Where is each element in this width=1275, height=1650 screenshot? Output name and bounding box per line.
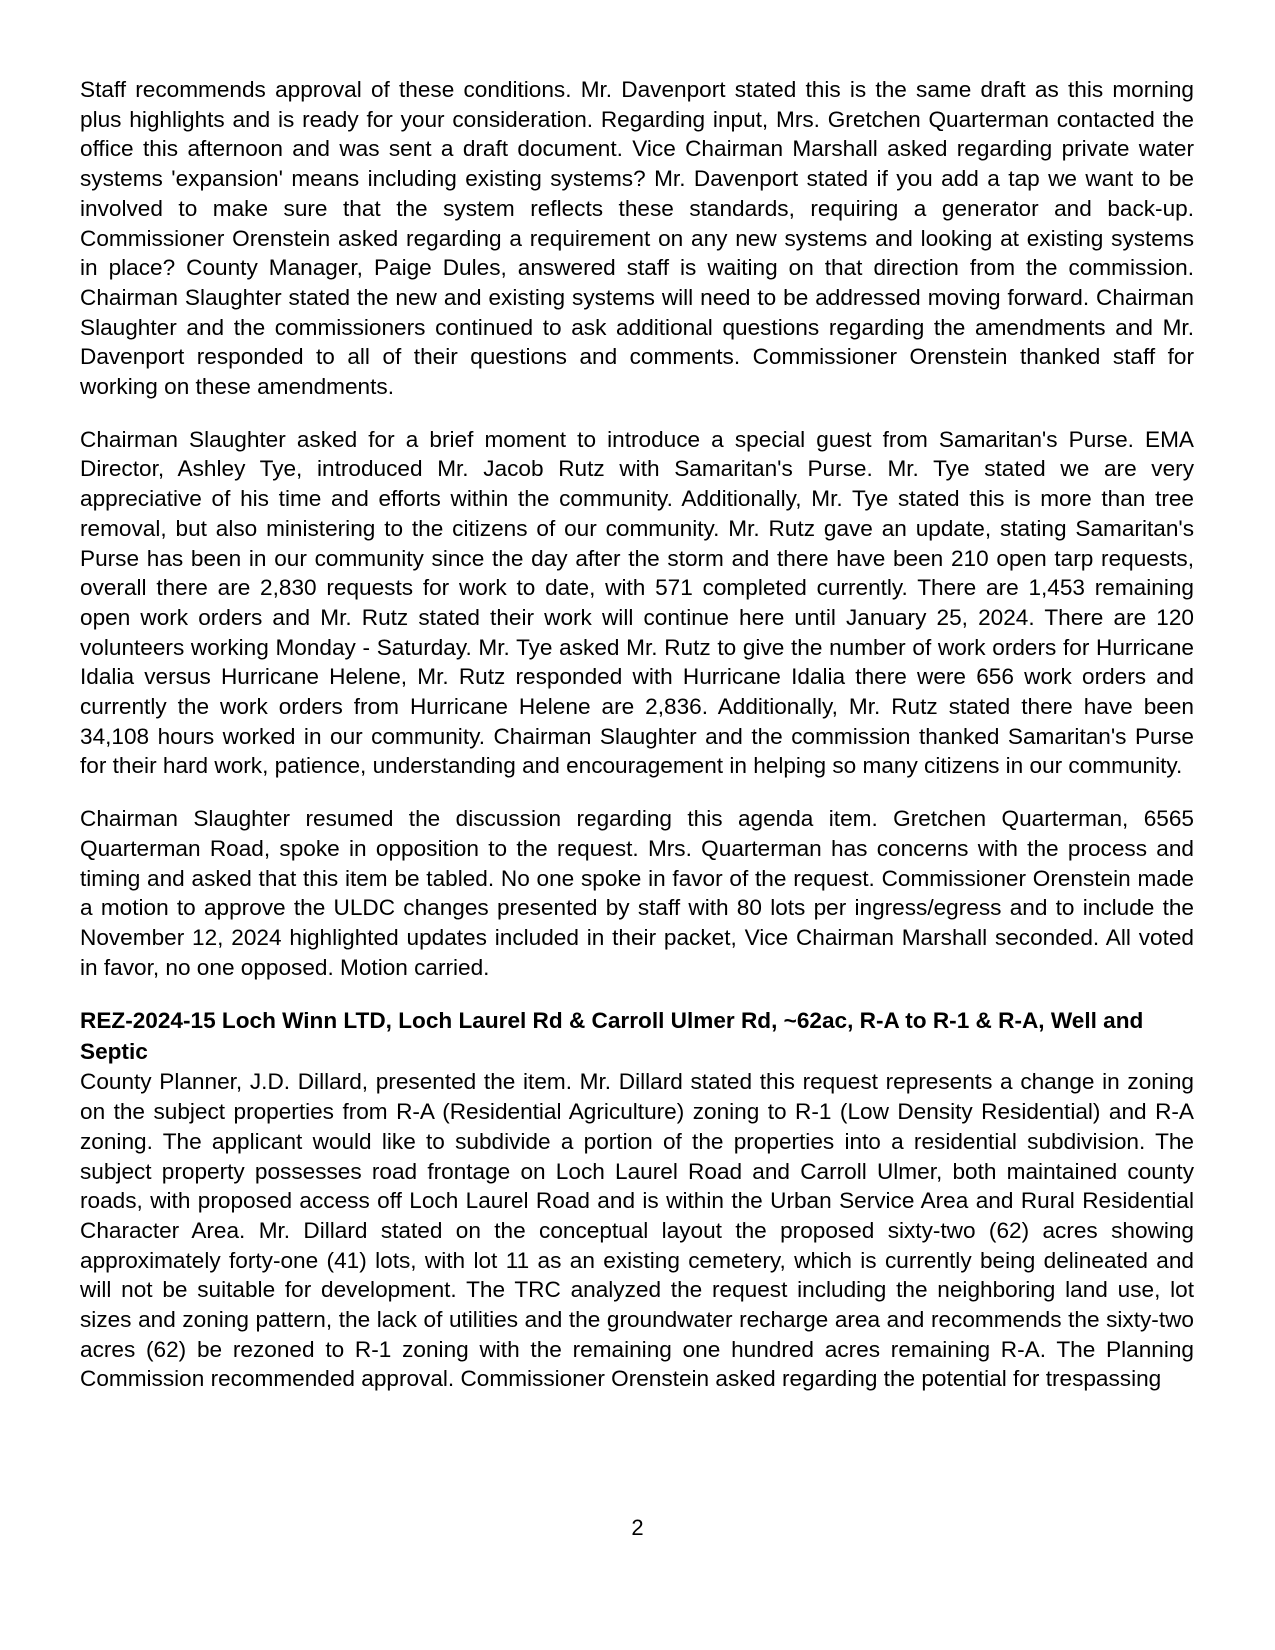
paragraph-davenport-amendments: Staff recommends approval of these conditions. Mr. Davenport stated this is the same draft as this morning plus highlights and is ready for your consideration. Regarding input, Mrs. Gretchen Quarterman contacted the office this afternoon and was sent a draft document. Vice Chairman Marshall asked regarding private water systems 'expansion' means including existing systems? Mr. Davenport stated if you add a tap we want to be involved to make sure that the system reflects these standards, requiring a generator and back-up. Commissioner Orenstein asked regarding a requirement on any new systems and looking at existing systems in place? County Manager, Paige Dules, answered staff is waiting on that direction from the commission. Chairman Slaughter stated the new and existing systems will need to be addressed moving forward. Chairman Slaughter and the commissioners continued to ask additional questions regarding the amendments and Mr. Davenport responded to all of their questions and comments. Commissioner Orenstein thanked staff for working on these amendments.: [80, 77, 1194, 400]
page-content: [80, 75, 1194, 1417]
paragraph-motion-carried: Chairman Slaughter resumed the discussion regarding this agenda item. Gretchen Quarterman, 6565 Quarterman Road, spoke in opposition to the request. Mrs. Quarterman has concerns with the process and timing and asked that this item be tabled. No one spoke in favor of the request. Commissioner Orenstein made a motion to approve the ULDC changes presented by staff with 80 lots per ingress/egress and to include the November 12, 2024 highlighted updates included in their packet, Vice Chairman Marshall seconded. All voted in favor, no one opposed. Motion carried.: [80, 806, 1194, 980]
page-number: 2: [631, 1515, 644, 1540]
paragraph-samaritans-purse: Chairman Slaughter asked for a brief moment to introduce a special guest from Samaritan's Purse. EMA Director, Ashley Tye, introduced Mr. Jacob Rutz with Samaritan's Purse. Mr. Tye stated we are very appreciative of his time and efforts within the community. Additionally, Mr. Tye stated this is more than tree removal, but also ministering to the citizens of our community. Mr. Rutz gave an update, stating Samaritan's Purse has been in our community since the day after the storm and there have been 210 open tarp requests, overall there are 2,830 requests for work to date, with 571 completed currently. There are 1,453 remaining open work orders and Mr. Rutz stated their work will continue here until January 25, 2024. There are 120 volunteers working Monday - Saturday. Mr. Tye asked Mr. Rutz to give the number of work orders for Hurricane Idalia versus Hurricane Helene, Mr. Rutz responded with Hurricane Idalia there were 656 work orders and currently the work orders from Hurricane Helene are 2,836. Additionally, Mr. Rutz stated there have been 34,108 hours worked in our community. Chairman Slaughter and the commission thanked Samaritan's Purse for their hard work, patience, understanding and encouragement in helping so many citizens in our community.: [80, 426, 1194, 779]
section-heading-rez-2024-15: REZ-2024-15 Loch Winn LTD, Loch Laurel Rd & Carroll Ulmer Rd, ~62ac, R-A to R-1 & R-A, Well and Septic: [80, 1008, 1144, 1065]
paragraph-dillard-presentation: County Planner, J.D. Dillard, presented the item. Mr. Dillard stated this request represents a change in zoning on the subject properties from R-A (Residential Agriculture) zoning to R-1 (Low Density Residential) and R-A zoning. The applicant would like to subdivide a portion of the properties into a residential subdivision. The subject property possesses road frontage on Loch Laurel Road and Carroll Ulmer, both maintained county roads, with proposed access off Loch Laurel Road and is within the Urban Service Area and Rural Residential Character Area. Mr. Dillard stated on the conceptual layout the proposed sixty-two (62) acres showing approximately forty-one (41) lots, with lot 11 as an existing cemetery, which is currently being delineated and will not be suitable for development. The TRC analyzed the request including the neighboring land use, lot sizes and zoning pattern, the lack of utilities and the groundwater recharge area and recommends the sixty-two acres (62) be rezoned to R-1 zoning with the remaining one hundred acres remaining R-A. The Planning Commission recommended approval. Commissioner Orenstein asked regarding the potential for trespassing: [80, 1069, 1194, 1392]
